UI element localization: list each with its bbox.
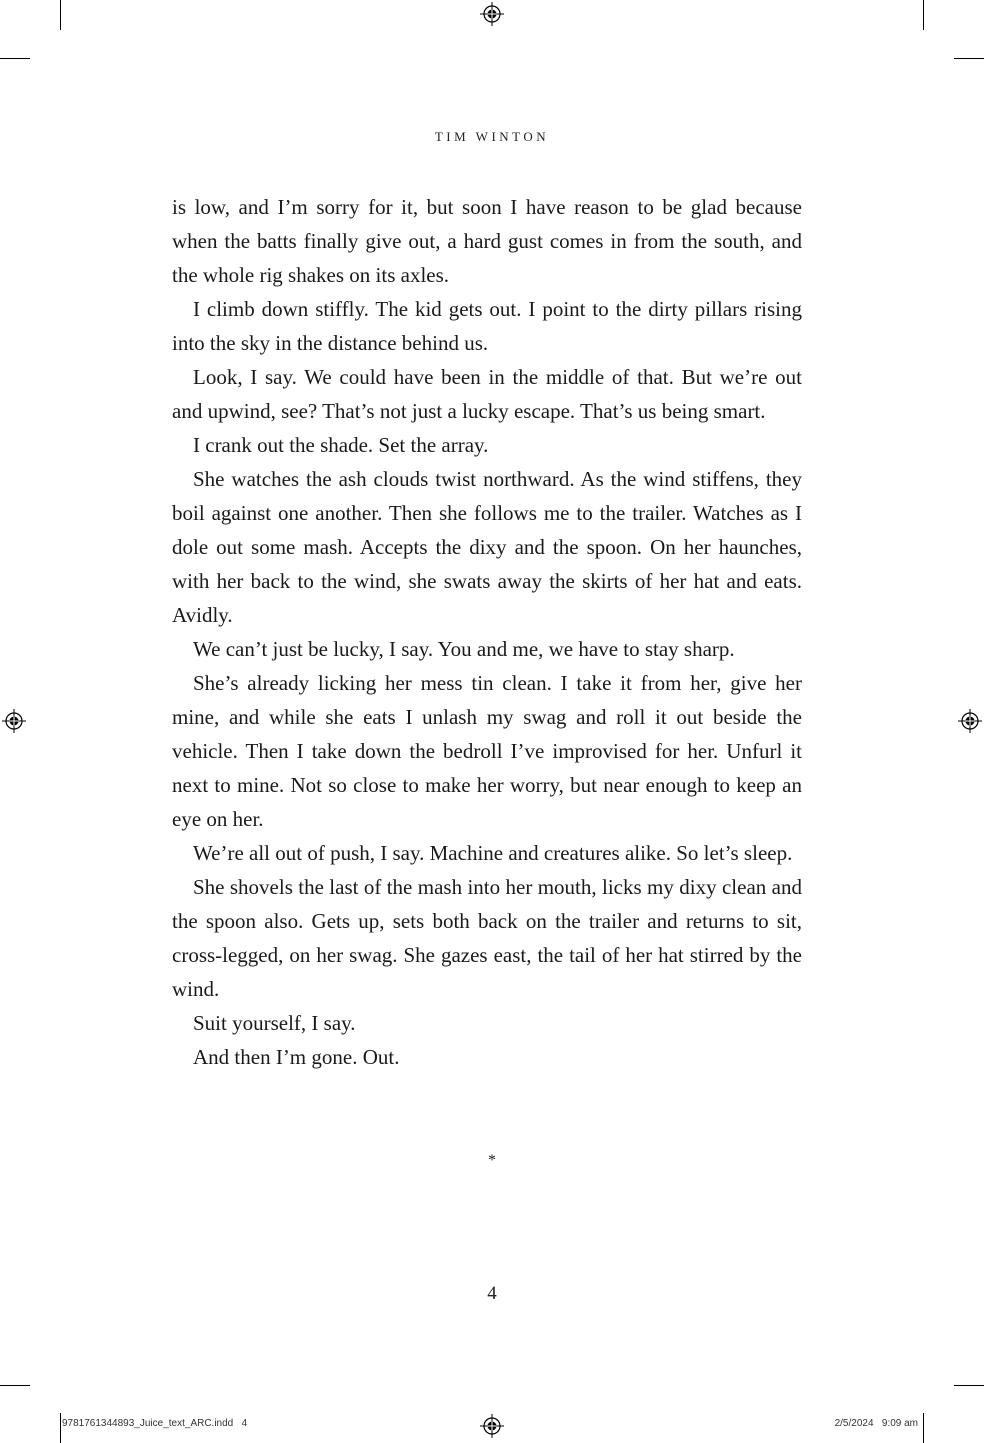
- crop-mark-bottom-left: [60, 1413, 61, 1443]
- paragraph: And then I’m gone. Out.: [193, 1045, 400, 1069]
- registration-mark-bottom-icon: [480, 1414, 504, 1438]
- section-break: *: [488, 1152, 496, 1169]
- paragraph: Look, I say. We could have been in the middle of that. But we’re out and upwind, see? That’s not just a lucky escape. That’s us being smart.: [172, 365, 802, 423]
- running-head: TIM WINTON: [434, 129, 550, 144]
- crop-mark-top-left: [60, 0, 61, 30]
- crop-mark-top-right: [923, 0, 924, 30]
- paragraph: We can’t just be lucky, I say. You and me, we have to stay sharp.: [193, 637, 735, 661]
- paragraph: We’re all out of push, I say. Machine and creatures alike. So let’s sleep.: [193, 841, 793, 865]
- registration-mark-right-icon: [958, 709, 982, 733]
- page-number: 4: [487, 1283, 497, 1304]
- registration-mark-top-icon: [480, 2, 504, 26]
- crop-mark-right-top: [954, 58, 984, 59]
- paragraph: I crank out the shade. Set the array.: [193, 433, 489, 457]
- crop-mark-right-bottom: [954, 1385, 984, 1386]
- registration-mark-left-icon: [2, 709, 26, 733]
- paragraph: Suit yourself, I say.: [193, 1011, 356, 1035]
- paragraph: I climb down stiffly. The kid gets out. I point to the dirty pillars rising into the sky in the distance behind us.: [172, 297, 802, 355]
- crop-mark-bottom-right: [923, 1413, 924, 1443]
- paragraph: She watches the ash clouds twist northward. As the wind stiffens, they boil against one another. Then she follows me to the trailer. Watches as I dole out some mash. Accepts the dixy and the spoon. On her haunches, with her back to the wind, she swats away the skirts of her hat and eats. Avidly.: [172, 467, 802, 627]
- crop-mark-left-bottom: [0, 1385, 30, 1386]
- crop-mark-left-top: [0, 58, 30, 59]
- paragraph: She’s already licking her mess tin clean. I take it from her, give her mine, and while she eats I unlash my swag and roll it out beside the vehicle. Then I take down the bedroll I’ve improvised for her. Unfurl it next to mine. Not so close to make her worry, but near enough to keep an eye on her.: [172, 671, 802, 831]
- slug-timestamp: 2/5/2024 9:09 am: [834, 1418, 918, 1429]
- paragraph: is low, and I’m sorry for it, but soon I have reason to be glad because when the batts finally give out, a hard gust comes in from the south, and the whole rig shakes on its axles.: [172, 195, 802, 287]
- body-text: [172, 190, 802, 1074]
- paragraph: She shovels the last of the mash into her mouth, licks my dixy clean and the spoon also. Gets up, sets both back on the trailer and returns to sit, cross-legged, on her swag. She gazes east, the tail of her hat stirred by the wind.: [172, 875, 802, 1001]
- slug-filename: 9781761344893_Juice_text_ARC.indd 4: [62, 1418, 248, 1429]
